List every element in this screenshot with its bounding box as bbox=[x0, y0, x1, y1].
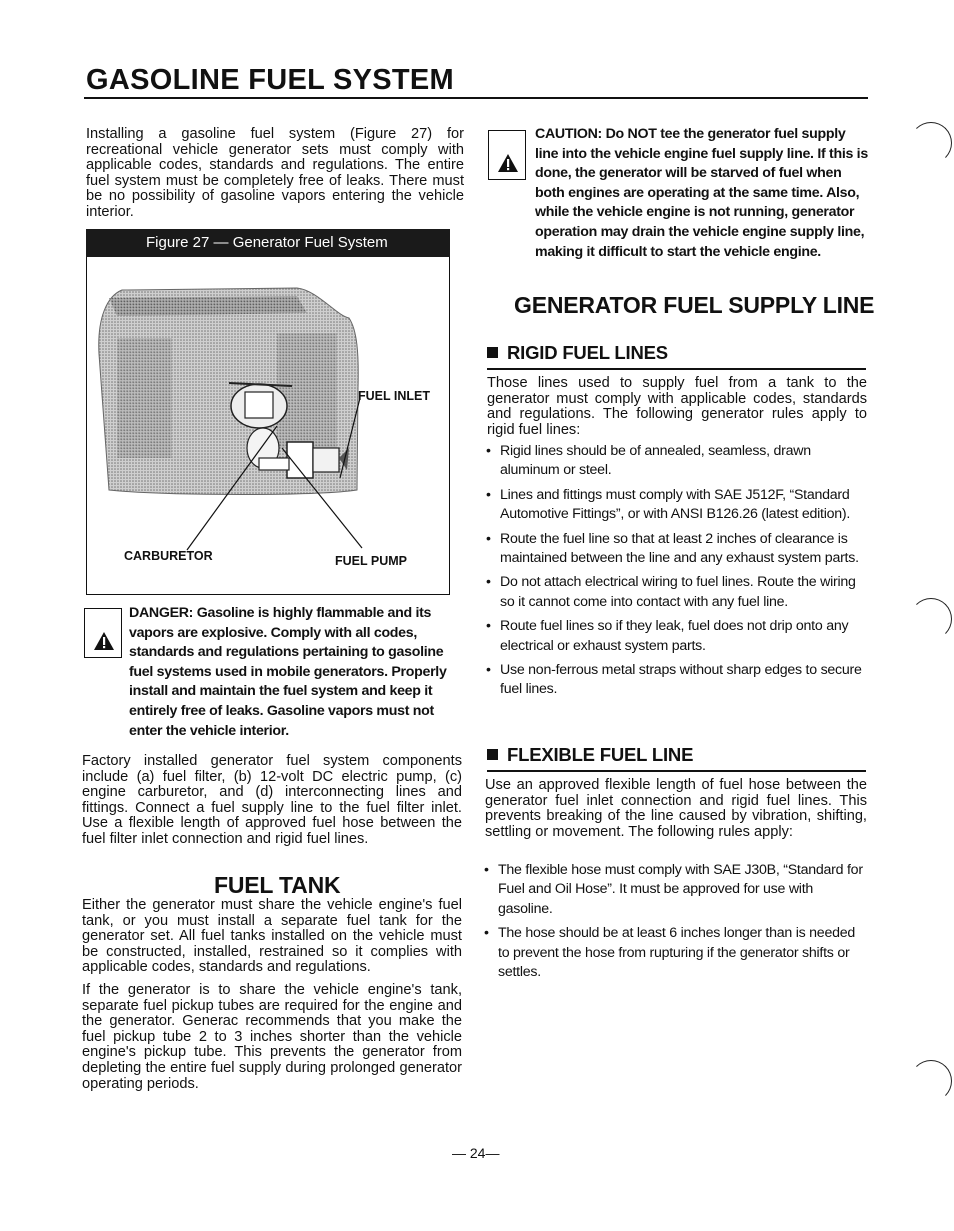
fuel-tank-paragraph-2: If the generator is to share the vehicle engine's tank, separate fuel pickup tubes are required for the engine and the generator. Generac recommends that you make the fuel pickup tube 2 to 3 inches shorter than the vehicle engine's pickup tube. This prevents the generator from depleting the entire fuel supply during prolonged generator operating periods. bbox=[82, 982, 462, 1092]
list-item: • Use non-ferrous metal straps without sharp edges to secure fuel lines. bbox=[486, 662, 862, 698]
figure-caption: Figure 27 — Generator Fuel System bbox=[86, 229, 450, 257]
caution-notice: CAUTION: Do NOT tee the generator fuel supply line into the vehicle engine fuel supply line. If this is done, the generator will be starved of fuel when both engines are operating at the same time. Also, while the vehicle engine is not running, generator operation may drain the vehicle engine supply line, making it difficult to start the vehicle engine. bbox=[535, 126, 868, 260]
square-bullet-icon bbox=[487, 347, 498, 358]
caution-icon-box bbox=[488, 130, 526, 180]
page-number: — 24— bbox=[452, 1145, 500, 1161]
flexible-heading-rule bbox=[487, 770, 866, 772]
rigid-heading-rule bbox=[487, 368, 866, 370]
title-divider bbox=[84, 97, 868, 99]
flexible-fuel-line-heading: FLEXIBLE FUEL LINE bbox=[487, 744, 693, 766]
list-item: • Rigid lines should be of annealed, seamless, drawn aluminum or steel. bbox=[486, 443, 811, 479]
binder-hole-mark bbox=[910, 122, 952, 164]
rigid-rules-list bbox=[486, 442, 867, 705]
danger-notice: DANGER: Gasoline is highly flammable and its vapors are explosive. Comply with all codes, standards and regulations pertaining to gasoline fuel systems used in mobile generators. Properly install and maintain the fuel system and keep it entirely free of leaks. Gasoline vapors must not enter the vehicle interior. bbox=[129, 605, 447, 739]
generator-illustration bbox=[87, 258, 449, 594]
supply-line-heading: GENERATOR FUEL SUPPLY LINE bbox=[514, 292, 875, 318]
fuel-tank-heading: FUEL TANK bbox=[214, 872, 341, 898]
fuel-tank-paragraph-1: Either the generator must share the vehicle engine's fuel tank, or you must install a separate fuel tank for the generator set. All fuel tanks installed on the vehicle must be constructed, installed, restrained so it complies with applicable codes, standards and regulations. bbox=[82, 897, 462, 976]
list-item: • Do not attach electrical wiring to fuel lines. Route the wiring so it cannot come into contact with any fuel line. bbox=[486, 574, 856, 610]
list-item: • Lines and fittings must comply with SAE J512F, “Standard Automotive Fittings”, or with ANSI B126.26 (latest edition). bbox=[486, 486, 851, 523]
danger-icon-box bbox=[84, 608, 122, 658]
intro-paragraph: Installing a gasoline fuel system (Figure 27) for recreational vehicle generator sets must comply with applicable codes, standards and regulations. The entire fuel system must be completely free of leaks. There must be no possibility of gasoline vapors entering the vehicle interior. bbox=[86, 126, 464, 220]
label-carburetor: CARBURETOR bbox=[124, 549, 213, 563]
label-fuel-pump: FUEL PUMP bbox=[335, 554, 407, 568]
page-title: GASOLINE FUEL SYSTEM bbox=[86, 64, 455, 96]
flexible-intro-paragraph: Use an approved flexible length of fuel hose between the generator fuel inlet connection and rigid fuel lines. This prevents breaking of the line caused by vibration, shifting, settling or movement. The following rules apply: bbox=[485, 777, 867, 840]
factory-components-paragraph: Factory installed generator fuel system components include (a) fuel filter, (b) 12-volt DC electric pump, (c) engine carburetor, and (d) interconnecting lines and fittings. Connect a fuel supply line to the fuel filter inlet. Use a flexible length of approved fuel hose between the fuel filter inlet connection and rigid fuel lines. bbox=[82, 753, 462, 847]
square-bullet-icon bbox=[487, 749, 498, 760]
binder-hole-mark bbox=[910, 1060, 952, 1102]
warning-icon bbox=[497, 153, 519, 173]
list-item: • Route fuel lines so if they leak, fuel does not drip onto any electrical or exhaust system parts. bbox=[486, 618, 849, 654]
label-fuel-inlet: FUEL INLET bbox=[358, 389, 430, 403]
binder-hole-mark bbox=[910, 598, 952, 640]
warning-icon bbox=[93, 631, 115, 651]
rigid-fuel-lines-heading: RIGID FUEL LINES bbox=[487, 342, 668, 364]
list-item: • Route the fuel line so that at least 2 inches of clearance is maintained between the line and any exhaust system parts. bbox=[486, 530, 859, 567]
list-item: • The hose should be at least 6 inches longer than is needed to prevent the hose from rupturing if the generator shifts or settles. bbox=[484, 925, 856, 981]
flexible-rules-list bbox=[484, 861, 867, 987]
list-item: • The flexible hose must comply with SAE J30B, “Standard for Fuel and Oil Hose”. It must be approved for use with gasoline. bbox=[484, 862, 863, 917]
rigid-intro-paragraph: Those lines used to supply fuel from a tank to the generator must comply with applicable codes, standards and regulations. The following generator rules apply to rigid fuel lines: bbox=[487, 375, 867, 438]
